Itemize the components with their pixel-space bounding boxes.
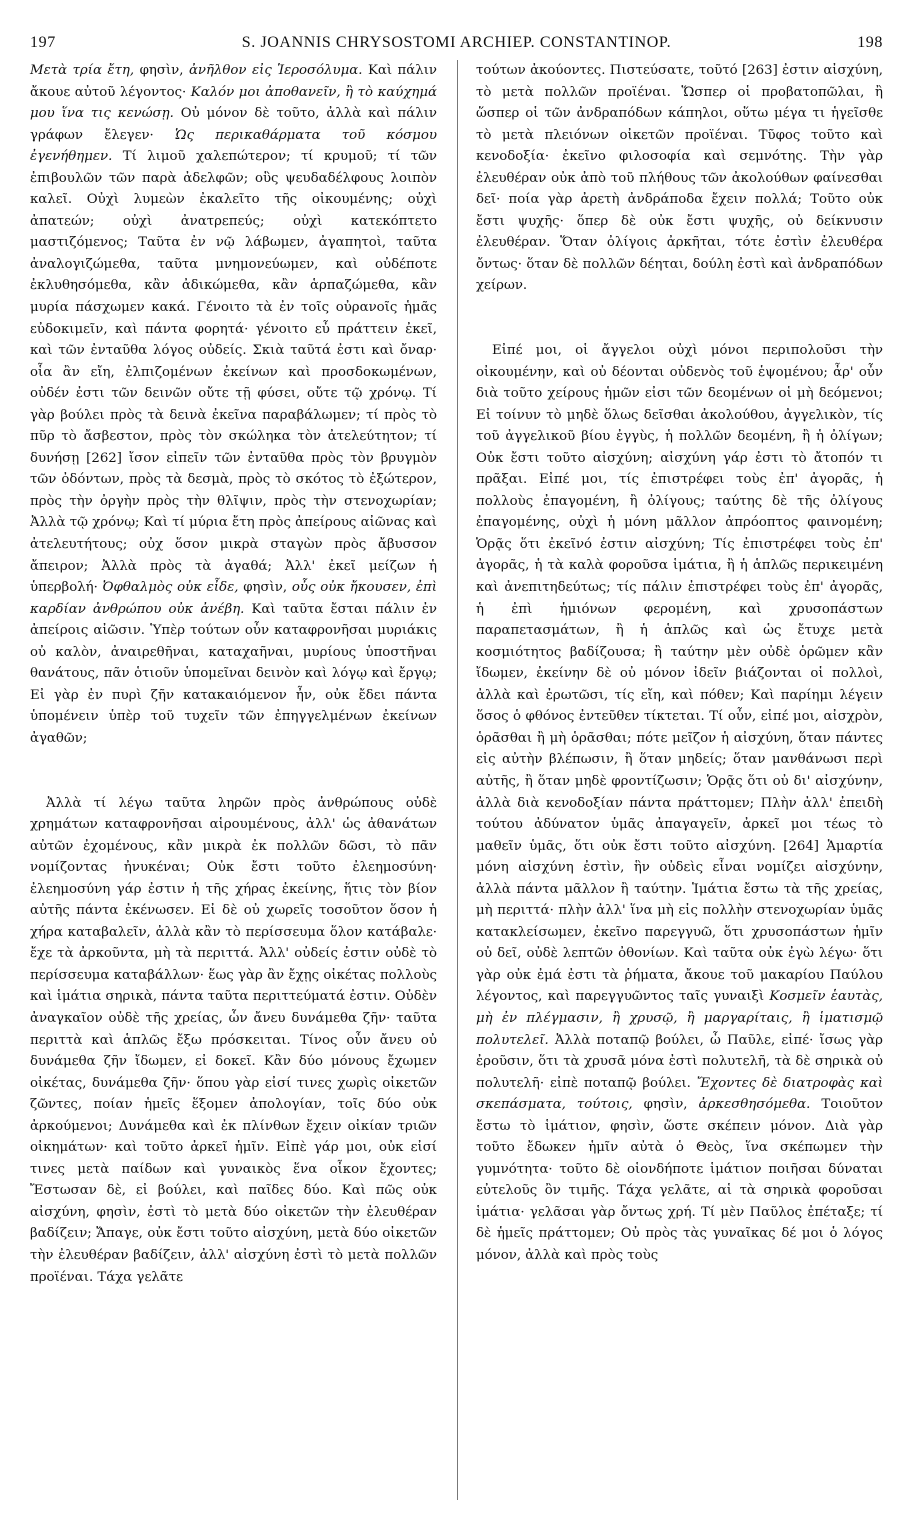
quote: Μετὰ τρία ἔτη,	[30, 63, 135, 78]
quote: ἀρκεσθησόμεθα.	[698, 1097, 811, 1113]
left-column	[30, 60, 437, 1288]
paragraph	[30, 60, 437, 750]
column-divider	[457, 60, 458, 1500]
quote: ἀνῆλθον εἰς Ἱεροσόλυμα.	[188, 63, 363, 78]
text-span: Τοιοῦτον ἔστω τὸ ἱμάτιον, φησὶν, ὥστε σκέπειν μόνον. Διὰ γὰρ τοῦτο ἔδωκεν ἡμῖν αὐτὰ ὁ Θεὸς, ἵνα σκέπωμεν τὴν γυμνότητα· τοῦτο δὲ οἱονδήποτε ἱμάτιον ποιῆσαι δύναται εὐτελοῦς ὂν τιμῆς. Τάχα γελᾶτε, αἱ τὰ σηρικὰ φοροῦσαι ἱμάτια· γελᾶσαι γὰρ ὄντως χρή. Τί μὲν Παῦλος ἐπέταξε; τί δὲ ἡμεῖς πράττομεν; Οὐ πρὸς τὰς γυναῖκας δέ μοι ὁ λόγος μόνον, ἀλλὰ καὶ πρὸς τοὺς	[476, 1097, 883, 1263]
quote: Καλόν μοι ἀποθανεῖν, ἢ τὸ καύχημά μου ἵνα τις κενώσῃ.	[30, 84, 437, 122]
right-column	[476, 60, 883, 1267]
text-span: Τί λιμοῦ χαλεπώτερον; τί κρυμοῦ; τί τῶν ἐπιβουλῶν τῶν παρὰ ἀδελφῶν; οὓς ψευδαδέλφους λοιπὸν καλεῖ. Οὐχὶ λυμεὼν ἐκαλεῖτο τῆς οἰκουμένης; οὐχὶ ἀπατεών; οὐχὶ ἀνατρεπεύς; οὐχὶ κατεκόπτετο μαστιζόμενος; Ταῦτα ἐν νῷ λάβωμεν, ἀγαπητοὶ, ταῦτα ἀναλογιζώμεθα, ταῦτα μνημονεύωμεν, καὶ οὐδέποτε ἐκλυθησόμεθα, κἂν ἀδικώμεθα, κἂν ἁρπαζώμεθα, κἂν μυρία πάσχωμεν κακά. Γένοιτο τὰ ἐν τοῖς οὐρανοῖς ἡμᾶς εὐδοκιμεῖν, καὶ πάντα φορητά· γένοιτο εὖ πράττειν ἐκεῖ, καὶ τῶν ἐνταῦθα λόγος οὐδείς. Σκιὰ ταῦτά ἐστι καὶ ὄναρ· οἷα ἂν εἴη, ἐλπιζομένων ἐκείνων καὶ προσδοκωμένων, οὐδέν ἐστι τῶν δεινῶν οὔτε τῇ φύσει, οὔτε τῷ χρόνῳ. Τί γὰρ βούλει πρὸς τὰ δεινὰ ἐκεῖνα παραβάλωμεν; τί πρὸς τὸ πῦρ τὸ ἄσβεστον, πρὸς τὸν σκώληκα τὸν ἀτελεύτητον; τί δυνήσῃ [262] ἴσον εἰπεῖν τῶν ἐνταῦθα πρὸς τὸν βρυγμὸν τῶν ὀδόντων, πρὸς τὰ δεσμὰ, πρὸς τὸ σκότος τὸ ἐξώτερον, πρὸς τὴν ὀργὴν πρὸς τὴν θλῖψιν, πρὸς τὴν στενοχωρίαν; Ἀλλὰ τῷ χρόνῳ; Καὶ τί μύρια ἔτη πρὸς ἀπείρους αἰῶνας καὶ ἀτελευτήτους; οὐχ ὅσον μικρὰ σταγὼν πρὸς ἄβυσσον ἄπειρον; Ἀλλὰ πρὸς τὰ ἀγαθά; Ἀλλ' ἐκεῖ μείζων ἡ ὑπερβολή·	[30, 149, 437, 596]
text-span: φησὶν,	[238, 580, 292, 596]
running-title: S. JOANNIS CHRYSOSTOMI ARCHIEP. CONSTANTINOP.	[241, 34, 672, 51]
quote: Ὀφθαλμὸς οὐκ εἶδε,	[102, 580, 239, 596]
paragraph	[476, 340, 883, 1267]
text-span: φησὶν,	[134, 63, 189, 78]
quote: οὖς οὐκ ἤκουσεν, ἐπὶ καρδίαν ἀνθρώπου οὐκ ἀνέβη.	[30, 580, 437, 617]
page-number-right: 198	[857, 34, 883, 51]
quote: Ἔχοντες δὲ διατροφὰς καὶ σκεπάσματα, τούτοις,	[476, 1075, 883, 1113]
text-span: Καὶ πάλιν ἄκουε αὐτοῦ λέγοντος·	[30, 63, 437, 100]
text-span: Ἀλλὰ ποταπῷ βούλει, ὦ Παῦλε, εἰπέ· ἴσως γὰρ ἐροῦσιν, ὅτι τὰ χρυσᾶ μόνα ἐστὶ πολυτελῆ, τὰ δὲ σηρικὰ οὐ πολυτελῆ· εἰπὲ ποταπῷ βούλει.	[476, 1032, 883, 1091]
running-header	[30, 34, 883, 58]
text-span: Εἰπέ μοι, οἱ ἄγγελοι οὐχὶ μόνοι περιπολοῦσι τὴν οἰκουμένην, καὶ οὐ δέονται οὐδενὸς τοῦ ἑψομένου; ἆρ' οὖν διὰ τοῦτο χείρους ἡμῶν εἰσι τῶν δεομένων οἱ μὴ δεόμενοι; Εἰ τοίνυν τὸ μηδὲ ὅλως δεῖσθαι ἀκολούθου, ἀγγελικὸν, τίς τοῦ ἀγγελικοῦ βίου ἐγγὺς, ἡ πολλῶν δεομένη, ἢ ἡ ὀλίγων; Οὐκ ἔστι τοῦτο αἰσχύνη; αἰσχύνη γάρ ἐστι τὸ ἄτοπόν τι πρᾶξαι. Εἰπέ μοι, τίς ἐπιστρέφει τοὺς ἐπ' ἀγορᾶς, ἡ πολλοὺς ἐπαγομένη, ἢ ὀλίγους; ταύτης δὲ τῆς ὀλίγους ἐπαγομένης, οὐχὶ ἡ μόνη μᾶλλον ἀπρόοπτος φαινομένη; Ὁρᾷς ὅτι ἐκεῖνό ἐστιν αἰσχύνη; Τίς ἐπιστρέφει τοὺς ἐπ' ἀγορᾶς, ἡ τὰ καλὰ φοροῦσα ἱμάτια, ἢ ἡ ἁπλῶς περικειμένη καὶ ἀνεπιτηδεύτως; τίς πάλιν ἐπιστρέφει τοὺς ἐπ' ἀγορᾶς, ἡ ἐπὶ ἡμιόνων φερομένη, καὶ χρυσοπάστων παραπετασμάτων, ἢ ἡ ἁπλῶς καὶ ὡς ἔτυχε μετὰ κοσμιότητος βαδίζουσα; ἢ ταύτην μὲν οὐδὲ ὁρῶμεν κἂν ἴδωμεν, ἐκείνην δὲ οὐ μόνον ἰδεῖν βιάζονται οἱ πολλοὶ, ἀλλὰ καὶ ἐρωτῶσι, τίς εἴη, καὶ πόθεν; Καὶ παρίημι λέγειν ὅσος ὁ φθόνος ἐντεῦθεν τίκτεται. Τί οὖν, εἰπέ μοι, αἰσχρὸν, ὁρᾶσθαι ἢ μὴ ὁρᾶσθαι; πότε μεῖζον ἡ αἰσχύνη, ὅταν πάντες εἰς αὐτὴν βλέπωσιν, ἢ ὅταν μηδείς; ὅταν μανθάνωσι περὶ αὐτῆς, ἢ ὅταν μηδὲ φροντίζωσιν; Ὁρᾷς ὅτι οὐ δι' αἰσχύνην, ἀλλὰ διὰ κενοδοξίαν πάντα πράττομεν; Πλὴν ἀλλ' ἐπειδὴ τούτου ἀδύνατον ὑμᾶς ἀπαγαγεῖν, ἀρκεῖ μοι τέως τὸ μαθεῖν ὑμᾶς, ὅτι οὐκ ἔστι τοῦτο αἰσχύνη. [264] Ἁμαρτία μόνη αἰσχύνη ἐστὶν, ἣν οὐδεὶς εἶναι νομίζει αἰσχύνην, ἀλλὰ πάντα μᾶλλον ἢ ταύτην. Ἱμάτια ἔστω τὰ τῆς χρείας, μὴ περιττά· πλὴν ἀλλ' ἵνα μὴ εἰς πολλὴν στενοχωρίαν ὑμᾶς κατακλείσωμεν, ἐκεῖνο παρεγγυῶ, ὅτι χρυσοπάστων ἡμῖν οὐ δεῖ, οὐδὲ λεπτῶν ὀθονίων. Καὶ ταῦτα οὐκ ἐγὼ λέγω· ὅτι γὰρ οὐκ ἐμά ἐστι τὰ ῥήματα, ἄκουε τοῦ μακαρίου Παύλου λέγοντος, καὶ παρεγγυῶντος ταῖς γυναιξὶ	[476, 343, 883, 1005]
text-span: φησὶν,	[632, 1097, 699, 1113]
text-span: Οὐ μόνον δὲ τοῦτο, ἀλλὰ καὶ πάλιν γράφων ἔλεγεν·	[30, 106, 437, 143]
text-span: Καὶ ταῦτα ἔσται πάλιν ἐν ἀπείροις αἰῶσιν. Ὑπὲρ τούτων οὖν καταφρονῆσαι μυριάκις οὐ καλὸν, ἀναιρεθῆναι, καταχαῆναι, μυρίους ὑποστῆναι θανάτους, πᾶν ὁτιοῦν ὑπομεῖναι δεινὸν καὶ λόγῳ καὶ ἔργῳ; Εἰ γὰρ ἐν πυρὶ ζῆν κατακαιόμενον ἦν, οὐκ ἔδει πάντα ὑπομένειν ὑπὲρ τοῦ τυχεῖν τῶν ἐπηγγελμένων ἐκείνων ἀγαθῶν;	[30, 601, 438, 746]
quote: Κοσμεῖν ἑαυτὰς, μὴ ἐν πλέγμασιν, ἢ χρυσῷ, ἢ μαργαρίταις, ἢ ἱματισμῷ πολυτελεῖ.	[476, 989, 883, 1048]
quote: Ὡς περικαθάρματα τοῦ κόσμου ἐγενήθημεν.	[30, 127, 437, 165]
page-number-left: 197	[30, 34, 56, 51]
paragraph: Ἀλλὰ τί λέγω ταῦτα ληρῶν πρὸς ἀνθρώπους οὐδὲ χρημάτων καταφρονῆσαι αἱρουμένους, ἀλλ' ὡς ἀθανάτων αὐτῶν ἐχομένους, κἂν μικρὰ ἐκ πολλῶν δῶσι, τὸ πᾶν νομίζοντας ἠνυκέναι; Οὐκ ἔστι τοῦτο ἐλεημοσύνη· ἐλεημοσύνη γάρ ἐστιν ἡ τῆς χήρας ἐκείνης, ἥτις τὸν βίον αὐτῆς πάντα ἐκένωσεν. Εἰ δὲ οὐ χωρεῖς τοσοῦτον ὅσον ἡ χήρα καταβαλεῖν, ἀλλὰ κἂν τὸ περίσσευμα ὅλον κατάβαλε· ἔχε τὰ ἀρκοῦντα, μὴ τὰ περιττά. Ἀλλ' οὐδείς ἐστιν οὐδὲ τὸ περίσσευμα καταβάλλων· ἕως γὰρ ἂν ἔχῃς οἰκέτας πολλοὺς καὶ ἱμάτια σηρικὰ, πάντα ταῦτα περιττεύματά ἐστιν. Οὐδὲν ἀναγκαῖον οὐδὲ τῆς χρείας, ὧν ἄνευ δυνάμεθα ζῆν· ταῦτα περιττὰ καὶ ἁπλῶς ἔξω πρόσκειται. Τίνος οὖν ἄνευ οὐ δυνάμεθα ζῆν ἴδωμεν, εἰ δοκεῖ. Κἂν δύο μόνους ἔχωμεν οἰκέτας, δυνάμεθα ζῆν· ὅπου γὰρ εἰσί τινες χωρὶς οἰκετῶν ζῶντες, ποίαν ἡμεῖς ἕξομεν ἀπολογίαν, τοῖς δύο οὐκ ἀρκούμενοι; Δυνάμεθα καὶ ἐκ πλίνθων ἔχειν οἰκίαν τριῶν οἰκημάτων· καὶ τοῦτο ἀρκεῖ ἡμῖν. Εἰπὲ γάρ μοι, οὐκ εἰσί τινες μετὰ παίδων καὶ γυναικὸς ἕνα οἶκον ἔχοντες; Ἔστωσαν δὲ, εἰ βούλει, καὶ παῖδες δύο. Καὶ πῶς οὐκ αἰσχύνη, φησὶν, ἐστὶ τὸ μετὰ δύο οἰκετῶν τὴν ἐλευθέραν βαδίζειν; Ἄπαγε, οὐκ ἔστι τοῦτο αἰσχύνη, μετὰ δύο οἰκετῶν τὴν ἐλευθέραν βαδίζειν, ἀλλ' αἰσχύνη ἐστὶ τὸ μετὰ πολλῶν προϊέναι. Τάχα γελᾶτε	[30, 795, 437, 1285]
paragraph: τούτων ἀκούοντες. Πιστεύσατε, τοῦτό [263] ἐστιν αἰσχύνη, τὸ μετὰ πολλῶν προϊέναι. Ὥσπερ οἱ προβατοπῶλαι, ἢ ὥσπερ οἱ τῶν ἀνδραπόδων κάπηλοι, οὕτω μέγα τι ἡγεῖσθε τὸ μετὰ πλειόνων οἰκετῶν προϊέναι. Τῦφος τοῦτο καὶ κενοδοξία· ἐκεῖνο φιλοσοφία καὶ σεμνότης. Τὴν γὰρ ἐλευθέραν οὐκ ἀπὸ τοῦ πλήθους τῶν ἀκολούθων φαίνεσθαι δεῖ· ποία γὰρ ἀρετὴ ἀνδράποδα ἔχειν πολλά; Τοῦτο οὐκ ἔστι ψυχῆς· ὅπερ δὲ οὐκ ἔστι ψυχῆς, οὐ δείκνυσιν ἐλευθέραν. Ὅταν ὀλίγοις ἀρκῆται, τότε ἐστὶν ἐλευθέρα ὄντως· ὅταν δὲ πολλῶν δέηται, δούλη ἐστὶ καὶ ἀνδραπόδων χείρων.	[476, 63, 883, 294]
